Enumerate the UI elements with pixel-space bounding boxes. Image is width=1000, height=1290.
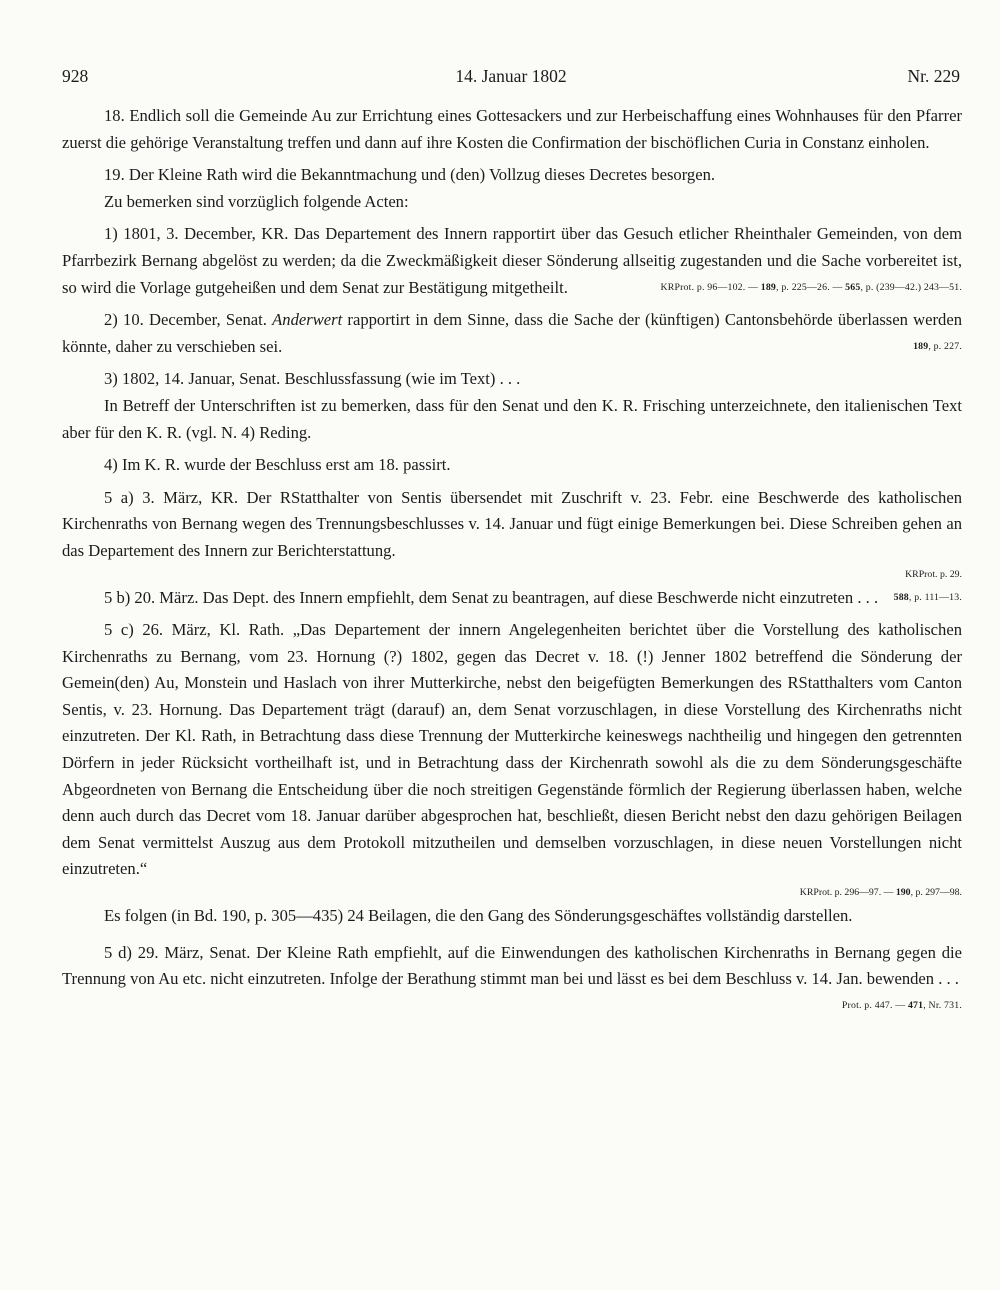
act-3-note: In Betreff der Unterschriften ist zu bemerken, dass für den Senat und den K. R. Frisching unterzeichnete, den italienischen Text aber für den K. R. (vgl. N. 4) Reding. [62, 395, 962, 442]
act-5c-reference: KRProt. p. 296—97. — 190, p. 297—98. [799, 887, 962, 899]
header-date: 14. Januar 1802 [455, 66, 567, 86]
act-2-reference: 189, p. 227. [913, 340, 962, 352]
act-1 [62, 221, 962, 301]
act-5d: 5 d) 29. März, Senat. Der Kleine Rath empfiehlt, auf die Einwendungen des katholischen Kirchenraths in Bernang gegen die Trennung von Au etc. nicht einzutreten. Infolge der Berathung stimmt man bei und lässt es bei dem Beschluss v. 14. Jan. bewenden . . . Prot. p. 447. — 471, Nr. 731. [62, 940, 962, 993]
act-2: 2) 10. December, Senat. Anderwert rapportirt in dem Sinne, dass die Sache der (künftigen) Cantonsbehörde überlassen werden könnte, daher zu verschieben sei. 189, p. 227. [62, 307, 962, 360]
act-5a-reference: KRProt. p. 29. [905, 568, 962, 580]
document-number: Nr. 229 [907, 66, 960, 86]
page-header [62, 66, 960, 87]
beilagen-note: Es folgen (in Bd. 190, p. 305—435) 24 Beilagen, die den Gang des Sönderungsgeschäftes vollständig darstellen. [104, 906, 853, 926]
act-1-reference: KRProt. p. 96—102. — 189, p. 225—26. — 565, p. (239—42.) 243—51. [660, 281, 962, 293]
act-5c: 5 c) 26. März, Kl. Rath. „Das Departement der innern Angelegenheiten berichtet über die Vorstellung des katholischen Kirchenraths zu Bernang, vom 23. Hornung (?) 1802, gegen das Decret v. 18. (!) Jenner 1802 betreffend die Sönderung der Gemein(den) Au, Monstein und Haslach von ihrer Mutterkirche, nebst den beigefügten Bemerkungen des RStatthalters vom Canton Sentis, v. 23. Hornung. Das Departement trägt (darauf) an, dem Senat vorzuschlagen, in diese Vorstellung des Kirchenraths nicht einzutreten. Der Kl. Rath, in Betrachtung dass diese Trennung der Mutterkirche keineswegs nachtheilig und hingegen den getrennten Dörfern in jeder Rücksicht vortheilhaft ist, und in Betrachtung dass der Kirchenrath sowohl als die zu dem Sönderungsgeschäfte Abgeordneten von Bernang die Entscheidung über die noch streitigen Gegenstände förmlich der Regierung überlassen haben, welche denn auch durch das Decret vom 18. Januar darüber abgesprochen hat, beschließt, diesen Bericht nebst den dazu gehörigen Beilagen dem Senat vermittelst Auszug aus dem Protokoll mitzutheilen und demselben vorzuschlagen, in diese neuen Vorstellungen nicht einzutreten.“ [62, 620, 962, 879]
name-anderwert: Anderwert [272, 310, 343, 330]
act-5a: 5 a) 3. März, KR. Der RStatthalter von Sentis übersendet mit Zuschrift v. 23. Febr. eine Beschwerde des katholischen Kirchenraths von Bernang wegen des Trennungsbeschlusses v. 14. Januar und fügt einige Bemerkungen bei. Diese Schreiben gehen an das Departement des Innern zur Berichterstattung. [62, 487, 962, 560]
paragraph-19: 19. Der Kleine Rath wird die Bekanntmachung und (den) Vollzug dieses Decretes besorgen. [104, 165, 716, 185]
page-body [62, 103, 962, 1019]
act-5d-reference: Prot. p. 447. — 471, Nr. 731. [841, 999, 962, 1011]
page-number: 928 [62, 66, 89, 86]
acten-intro: Zu bemerken sind vorzüglich folgende Acten: [104, 191, 409, 211]
paragraph-18: 18. Endlich soll die Gemeinde Au zur Errichtung eines Gottesackers und zur Herbeischaffung eines Wohnhauses für den Pfarrer zuerst die gehörige Veranstaltung treffen und dann auf ihre Kosten die Confirmation der bischöflichen Curia in Constanz einholen. [62, 106, 962, 152]
act-4: 4) Im K. R. wurde der Beschluss erst am 18. passirt. [104, 455, 451, 475]
act-1-text: 1) 1801, 3. December, KR. Das Departement des Innern rapportirt über das Gesuch etlicher Rheinthaler Gemeinden, von dem Pfarrbezirk Bernang abgelöst zu werden; da die Zweckmäßigkeit dieser Sönderung allseitig zugestanden und die Sache vorbereitet ist, so wird die Vorlage gutgeheißen und dem Senat zur Bestätigung mitgetheilt. [62, 224, 962, 297]
act-5b-reference: 588, p. 111—13. [893, 591, 962, 603]
act-5b: 5 b) 20. März. Das Dept. des Innern empfiehlt, dem Senat zu beantragen, auf diese Beschwerde nicht einzutreten . . . 588, p. 111—13. [62, 585, 962, 612]
act-3: 3) 1802, 14. Januar, Senat. Beschlussfassung (wie im Text) . . . [104, 369, 521, 389]
